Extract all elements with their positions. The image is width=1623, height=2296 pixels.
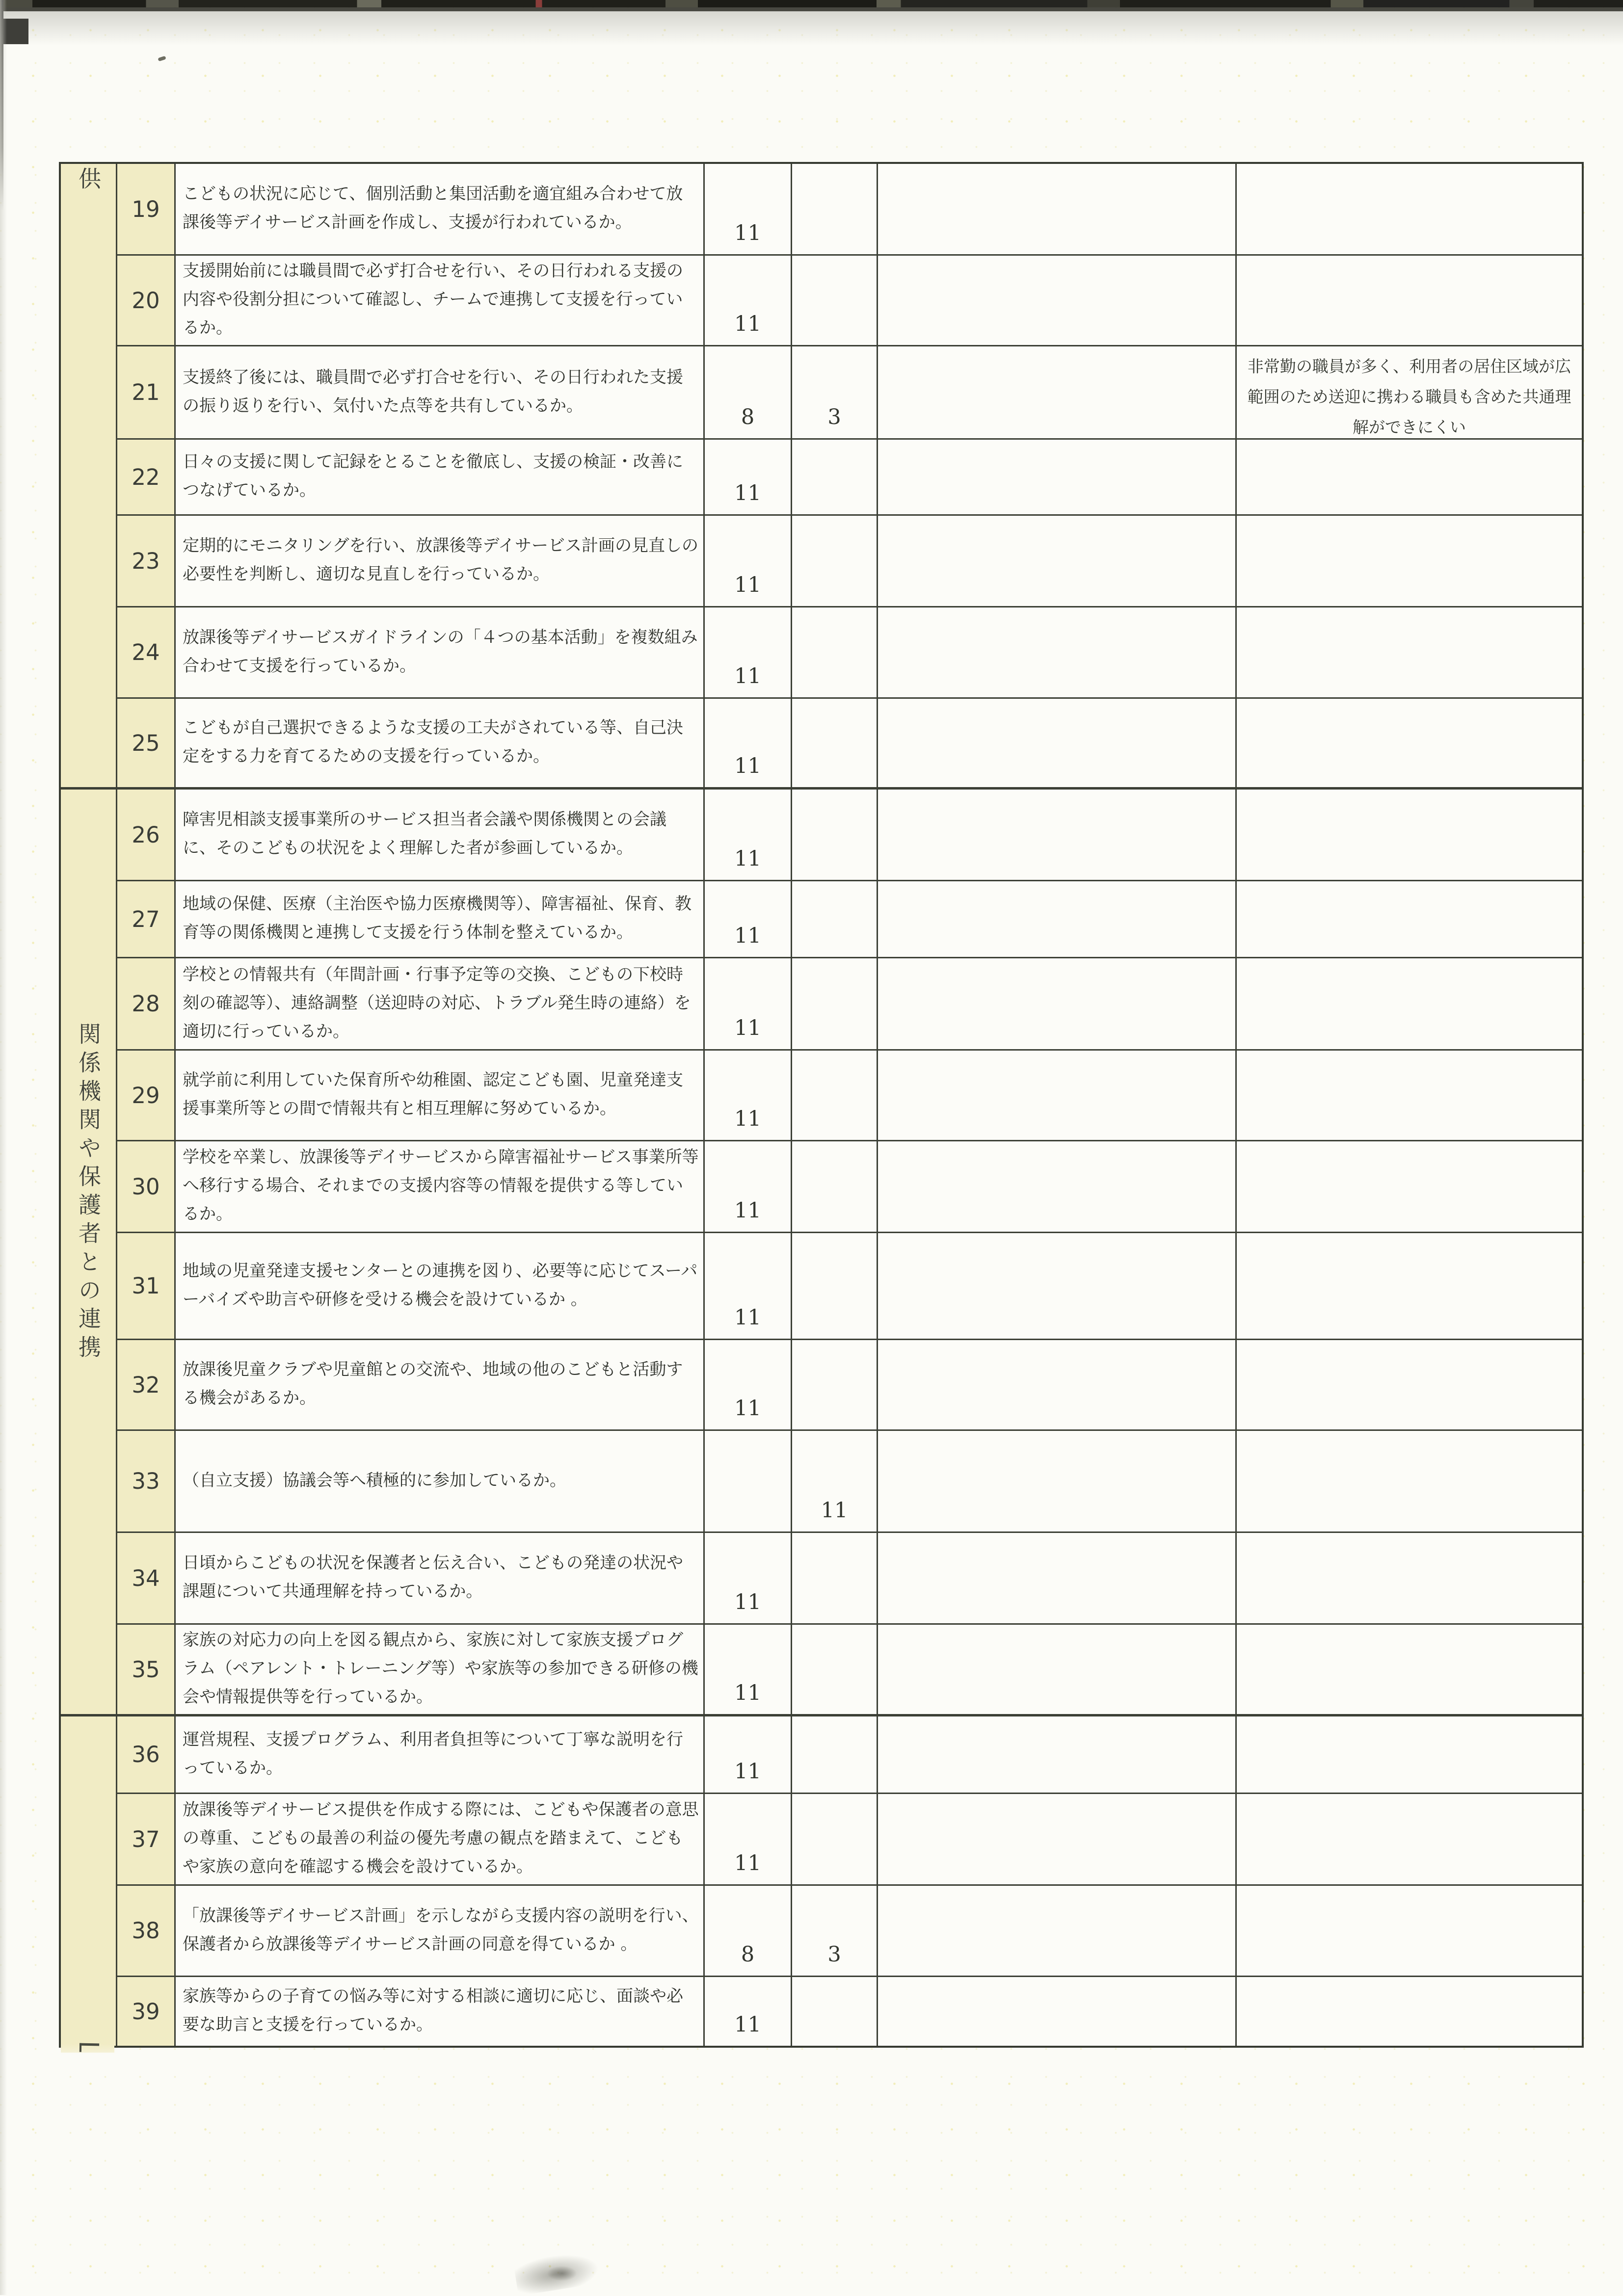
item-number-cell: 29: [117, 1051, 176, 1141]
score-cell-secondary: [792, 958, 878, 1051]
score-cell-secondary: [792, 1051, 878, 1141]
blank-cell: [878, 958, 1237, 1051]
comment-cell: [1237, 1716, 1582, 1794]
score-cell-primary: 11: [705, 1625, 792, 1716]
item-number-cell: 39: [117, 1977, 176, 2046]
score-cell-primary: 11: [705, 1233, 792, 1340]
score-cell-secondary: [792, 1533, 878, 1625]
assessment-table: [59, 162, 1584, 2048]
blank-cell: [878, 607, 1237, 699]
scan-artifact-top-bar: [0, 0, 1623, 7]
score-cell-secondary: [792, 256, 878, 346]
blank-cell: [878, 1533, 1237, 1625]
score-cell-secondary: [792, 516, 878, 607]
item-number-cell: 26: [117, 790, 176, 881]
score-cell-primary: 8: [705, 1886, 792, 1977]
score-cell-secondary: [792, 607, 878, 699]
score-cell-primary: [705, 1431, 792, 1533]
scan-artifact-bottom-smudge-core: [547, 2266, 577, 2281]
blank-cell: [878, 1716, 1237, 1794]
score-cell-primary: 11: [705, 440, 792, 516]
item-number-cell: 34: [117, 1533, 176, 1625]
comment-cell: [1237, 607, 1582, 699]
scan-artifact-top-fade: [0, 11, 1623, 46]
comment-cell: [1237, 1051, 1582, 1141]
score-cell-primary: 11: [705, 881, 792, 958]
question-cell: 地域の保健、医療（主治医や協力医療機関等）、障害福祉、保育、教育等の関係機関と連携して支援を行う体制を整えているか。: [176, 881, 705, 958]
score-cell-secondary: [792, 1716, 878, 1794]
comment-cell: [1237, 440, 1582, 516]
comment-cell: [1237, 1886, 1582, 1977]
category-cell-3: [61, 1716, 117, 2046]
comment-cell: [1237, 256, 1582, 346]
question-cell: （自立支援）協議会等へ積極的に参加しているか。: [176, 1431, 705, 1533]
score-cell-secondary: [792, 164, 878, 256]
comment-cell: [1237, 1625, 1582, 1716]
score-cell-secondary: [792, 699, 878, 790]
blank-cell: [878, 881, 1237, 958]
item-number-cell: 36: [117, 1716, 176, 1794]
comment-cell: [1237, 1533, 1582, 1625]
score-cell-primary: 11: [705, 699, 792, 790]
question-cell: 家族の対応力の向上を図る観点から、家族に対して家族支援プログラム（ペアレント・トレーニング等）や家族等の参加できる研修の機会や情報提供等を行っているか。: [176, 1625, 705, 1716]
score-cell-primary: 11: [705, 607, 792, 699]
blank-cell: [878, 1340, 1237, 1431]
score-cell-primary: 11: [705, 1340, 792, 1431]
blank-cell: [878, 1886, 1237, 1977]
blank-cell: [878, 790, 1237, 881]
score-cell-primary: 11: [705, 790, 792, 881]
score-cell-secondary: 3: [792, 1886, 878, 1977]
question-cell: 日頃からこどもの状況を保護者と伝え合い、こどもの発達の状況や課題について共通理解を持っているか。: [176, 1533, 705, 1625]
comment-cell: [1237, 1340, 1582, 1431]
item-number-cell: 20: [117, 256, 176, 346]
blank-cell: [878, 346, 1237, 440]
blank-cell: [878, 1794, 1237, 1886]
item-number-cell: 23: [117, 516, 176, 607]
item-number-cell: 24: [117, 607, 176, 699]
blank-cell: [878, 1141, 1237, 1233]
score-cell-secondary: 11: [792, 1431, 878, 1533]
score-cell-primary: 11: [705, 958, 792, 1051]
comment-cell: [1237, 958, 1582, 1051]
item-number-cell: 35: [117, 1625, 176, 1716]
comment-cell: [1237, 1977, 1582, 2046]
question-cell: 家族等からの子育ての悩み等に対する相談に適切に応じ、面談や必要な助言と支援を行っているか。: [176, 1977, 705, 2046]
score-cell-primary: 11: [705, 1977, 792, 2046]
blank-cell: [878, 1431, 1237, 1533]
item-number-cell: 28: [117, 958, 176, 1051]
item-number-cell: 22: [117, 440, 176, 516]
score-cell-secondary: [792, 440, 878, 516]
question-cell: 支援終了後には、職員間で必ず打合せを行い、その日行われた支援の振り返りを行い、気付いた点等を共有しているか。: [176, 346, 705, 440]
score-cell-primary: 11: [705, 1794, 792, 1886]
blank-cell: [878, 699, 1237, 790]
comment-cell: [1237, 790, 1582, 881]
comment-cell: [1237, 1431, 1582, 1533]
scan-artifact-speck: [158, 56, 166, 62]
question-cell: 放課後児童クラブや児童館との交流や、地域の他のこどもと活動する機会があるか。: [176, 1340, 705, 1431]
comment-cell: [1237, 699, 1582, 790]
score-cell-primary: 8: [705, 346, 792, 440]
score-cell-secondary: [792, 881, 878, 958]
item-number-cell: 19: [117, 164, 176, 256]
item-number-cell: 38: [117, 1886, 176, 1977]
item-number-cell: 21: [117, 346, 176, 440]
question-cell: 定期的にモニタリングを行い、放課後等デイサービス計画の見直しの必要性を判断し、適切な見直しを行っているか。: [176, 516, 705, 607]
score-cell-secondary: [792, 790, 878, 881]
category-label-1: 供: [75, 167, 102, 195]
category-cell-1: [61, 164, 117, 790]
comment-cell: [1237, 1141, 1582, 1233]
blank-cell: [878, 516, 1237, 607]
score-cell-primary: 11: [705, 1533, 792, 1625]
score-cell-primary: 11: [705, 164, 792, 256]
question-cell: 運営規程、支援プログラム、利用者負担等について丁寧な説明を行っているか。: [176, 1716, 705, 1794]
comment-cell: [1237, 881, 1582, 958]
question-cell: 障害児相談支援事業所のサービス担当者会議や関係機関との会議に、そのこどもの状況をよく理解した者が参画しているか。: [176, 790, 705, 881]
comment-cell: [1237, 1794, 1582, 1886]
question-cell: 「放課後等デイサービス計画」を示しながら支援内容の説明を行い、保護者から放課後等デイサービス計画の同意を得ているか 。: [176, 1886, 705, 1977]
comment-cell: [1237, 516, 1582, 607]
question-cell: 放課後等デイサービスガイドラインの「４つの基本活動」を複数組み合わせて支援を行っているか。: [176, 607, 705, 699]
category-cell-2: [61, 790, 117, 1716]
item-number-cell: 32: [117, 1340, 176, 1431]
comment-cell: 非常勤の職員が多く、利用者の居住区域が広範囲のため送迎に携わる職員も含めた共通理解ができにくい: [1237, 346, 1582, 440]
scan-artifact-left-band: [0, 0, 7, 2295]
score-cell-secondary: 3: [792, 346, 878, 440]
score-cell-primary: 11: [705, 1051, 792, 1141]
scan-artifact-partial-char: [80, 2043, 99, 2053]
score-cell-primary: 11: [705, 256, 792, 346]
question-cell: 学校を卒業し、放課後等デイサービスから障害福祉サービス事業所等へ移行する場合、それまでの支援内容等の情報を提供する等しているか。: [176, 1141, 705, 1233]
question-cell: 日々の支援に関して記録をとることを徹底し、支援の検証・改善につなげているか。: [176, 440, 705, 516]
scan-artifact-top-line: [0, 7, 1623, 11]
item-number-cell: 33: [117, 1431, 176, 1533]
comment-cell: [1237, 1233, 1582, 1340]
question-cell: こどもが自己選択できるような支援の工夫がされている等、自己決定をする力を育てるための支援を行っているか。: [176, 699, 705, 790]
item-number-cell: 37: [117, 1794, 176, 1886]
question-cell: 就学前に利用していた保育所や幼稚園、認定こども園、児童発達支援事業所等との間で情報共有と相互理解に努めているか。: [176, 1051, 705, 1141]
question-cell: 放課後等デイサービス提供を作成する際には、こどもや保護者の意思の尊重、こどもの最善の利益の優先考慮の観点を踏まえて、こどもや家族の意向を確認する機会を設けているか。: [176, 1794, 705, 1886]
item-number-cell: 25: [117, 699, 176, 790]
blank-cell: [878, 1625, 1237, 1716]
question-cell: 学校との情報共有（年間計画・行事予定等の交換、こどもの下校時刻の確認等）、連絡調整（送迎時の対応、トラブル発生時の連絡）を適切に行っているか。: [176, 958, 705, 1051]
score-cell-secondary: [792, 1233, 878, 1340]
score-cell-primary: 11: [705, 516, 792, 607]
score-cell-secondary: [792, 1625, 878, 1716]
score-cell-primary: 11: [705, 1141, 792, 1233]
score-cell-secondary: [792, 1794, 878, 1886]
question-cell: 地域の児童発達支援センターとの連携を図り、必要等に応じてスーパーバイズや助言や研修を受ける機会を設けているか 。: [176, 1233, 705, 1340]
score-cell-primary: 11: [705, 1716, 792, 1794]
comment-cell: [1237, 164, 1582, 256]
blank-cell: [878, 256, 1237, 346]
item-number-cell: 27: [117, 881, 176, 958]
category-label-2: 関係機関や保護者との連携: [75, 1022, 102, 1364]
score-cell-secondary: [792, 1141, 878, 1233]
blank-cell: [878, 440, 1237, 516]
score-cell-secondary: [792, 1977, 878, 2046]
question-cell: こどもの状況に応じて、個別活動と集団活動を適宜組み合わせて放課後等デイサービス計画を作成し、支援が行われているか。: [176, 164, 705, 256]
blank-cell: [878, 1977, 1237, 2046]
question-cell: 支援開始前には職員間で必ず打合せを行い、その日行われる支援の内容や役割分担について確認し、チームで連携して支援を行っているか。: [176, 256, 705, 346]
score-cell-secondary: [792, 1340, 878, 1431]
item-number-cell: 30: [117, 1141, 176, 1233]
blank-cell: [878, 1233, 1237, 1340]
item-number-cell: 31: [117, 1233, 176, 1340]
blank-cell: [878, 1051, 1237, 1141]
blank-cell: [878, 164, 1237, 256]
